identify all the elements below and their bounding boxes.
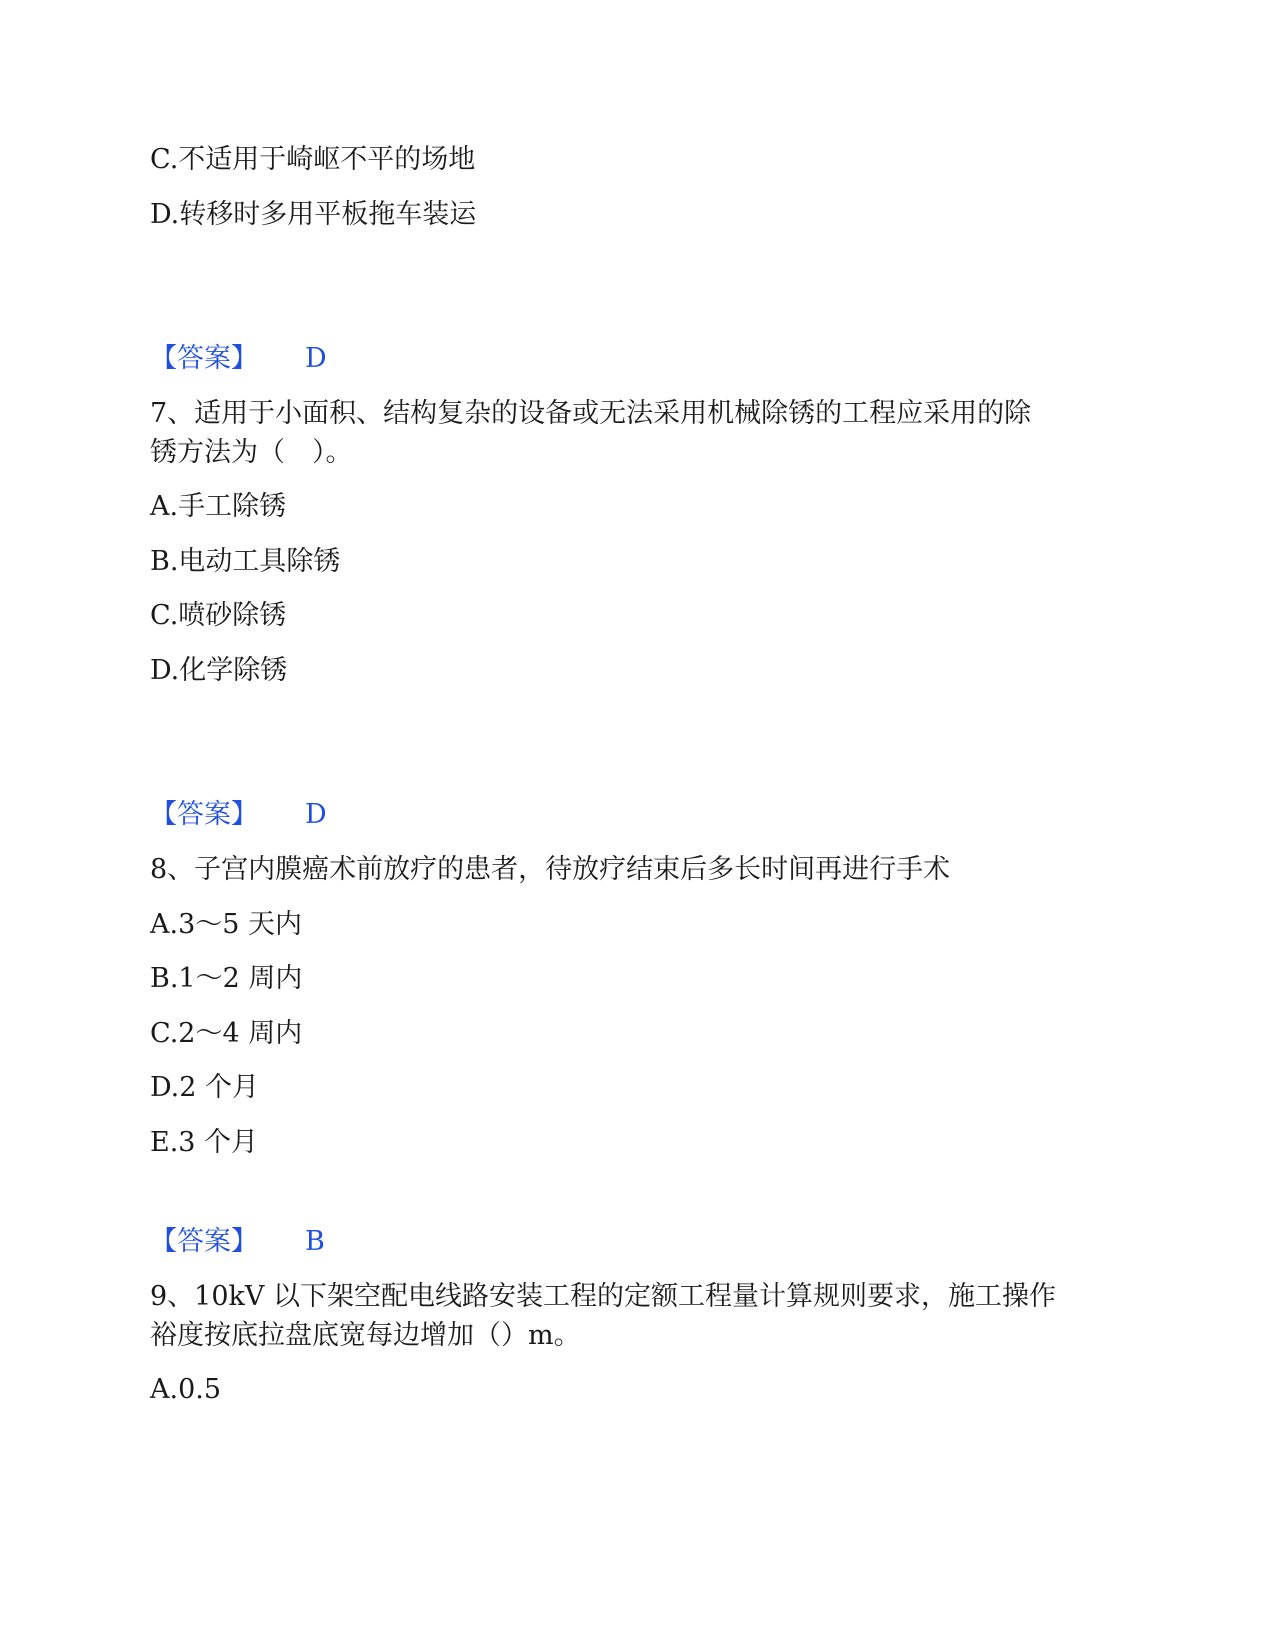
q7-option-c: C.喷砂除锈: [150, 600, 287, 631]
q8-option-d: D.2 个月: [150, 1072, 260, 1103]
q8-option-e: E.3 个月: [150, 1127, 259, 1158]
q7-option-b: B.电动工具除锈: [150, 546, 341, 577]
q6-option-c: C.不适用于崎岖不平的场地: [150, 144, 476, 175]
q9-stem-line2: 裕度按底拉盘底宽每边增加（）m。: [150, 1320, 581, 1351]
q6-answer: [150, 342, 327, 376]
q9-stem-line1: 9、10kV 以下架空配电线路安装工程的定额工程量计算规则要求，施工操作: [150, 1281, 1056, 1312]
q8-answer: [150, 1225, 325, 1259]
q6-option-d: D.转移时多用平板拖车装运: [150, 199, 477, 230]
q8-option-c: C.2～4 周内: [150, 1018, 303, 1049]
answer-value: D: [305, 343, 327, 374]
answer-value: D: [305, 799, 327, 830]
q8-option-b: B.1～2 周内: [150, 963, 303, 994]
q9-option-a: A.0.5: [150, 1374, 222, 1405]
q7-stem-line2: 锈方法为（ ）。: [150, 437, 353, 468]
answer-label: 【答案】: [150, 1226, 258, 1257]
answer-label: 【答案】: [150, 343, 258, 374]
q7-option-d: D.化学除锈: [150, 655, 288, 686]
q7-option-a: A.手工除锈: [150, 491, 287, 522]
q7-stem-line1: 7、适用于小面积、结构复杂的设备或无法采用机械除锈的工程应采用的除: [150, 398, 1032, 429]
q8-stem: 8、子宫内膜癌术前放疗的患者，待放疗结束后多长时间再进行手术: [150, 854, 951, 885]
answer-label: 【答案】: [150, 799, 258, 830]
answer-value: B: [305, 1226, 325, 1257]
q7-answer: [150, 798, 327, 832]
q8-option-a: A.3～5 天内: [150, 909, 303, 940]
